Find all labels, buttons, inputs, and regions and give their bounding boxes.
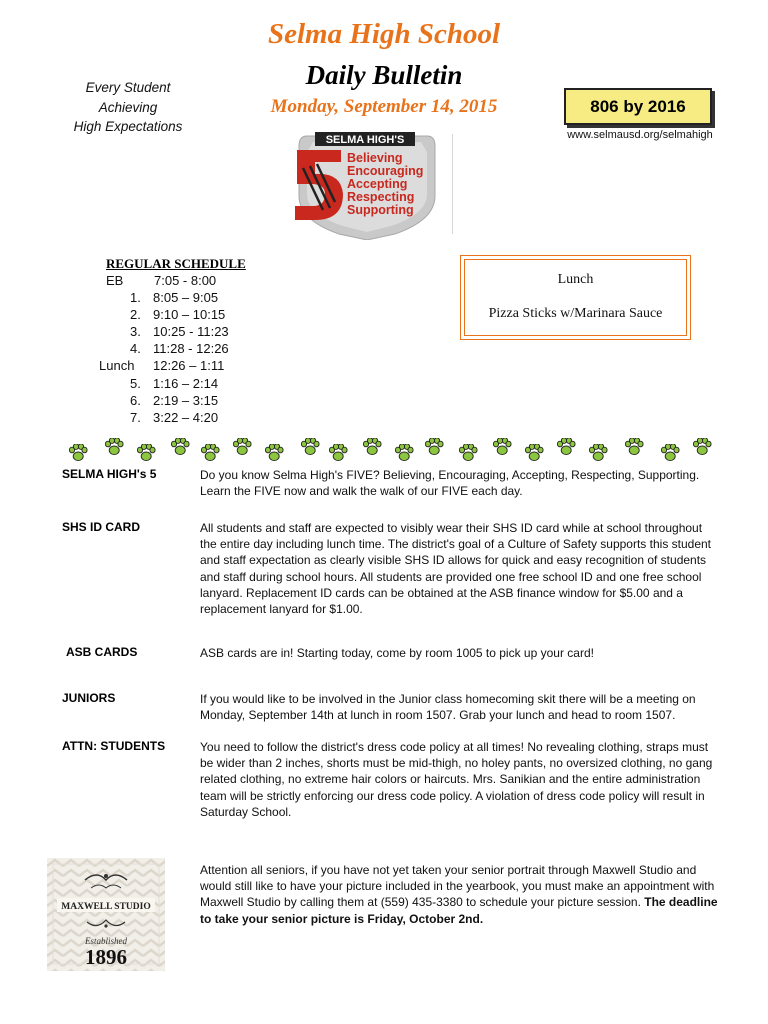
website-link[interactable]: www.selmausd.org/selmahigh [567,129,713,141]
paw-print-icon [424,438,444,456]
schedule-label: 1. [130,290,141,305]
announcement-heading: ATTN: STUDENTS [62,739,166,753]
motto-line: Achieving [98,99,158,115]
paw-print-icon [588,444,608,462]
motto [58,78,198,137]
paw-print-icon [264,444,284,462]
paw-print-icon [300,438,320,456]
motto-line: Every Student [85,80,171,95]
schedule-label: Lunch [99,358,135,373]
announcement-body [200,862,720,927]
paw-print-icon [328,444,348,462]
schedule-time: 8:05 – 9:05 [153,290,219,305]
logo-value-believing: Believing [347,151,403,165]
paw-print-icon [458,444,478,462]
announcement-heading: JUNIORS [62,691,116,705]
paw-print-icon [104,438,124,456]
schedule-time: 12:26 – 1:11 [153,358,225,373]
announcement-body: All students and staff are expected to visibly wear their SHS ID card while at school throughout the entire day including lunch time. The district's goal of a Culture of Safety supports this student and staff expectation as clearly visible SHS ID allows for quick and easy recognition of students and staff during school hours. All students are provided one free school ID and one free school lanyard. Replacement ID cards can be obtained at the ASB finance window for $5.00 and a replacement lanyard for $1.00. [200,521,712,617]
paw-print-icon [692,438,712,456]
lunch-title: Lunch [557,272,594,287]
announcement-heading: SHS ID CARD [62,520,141,534]
lunch-menu-frame [464,259,687,336]
paw-print-icon [68,444,88,462]
lunch-item: Pizza Sticks w/Marinara Sauce [488,306,663,321]
studio-name: MAXWELL STUDIO [61,902,151,912]
announcement-heading: ASB CARDS [66,645,138,659]
paw-print-icon [660,444,680,462]
studio-established: Established [85,936,127,946]
goal-text: 806 by 2016 [590,96,686,116]
paw-print-icon [556,438,576,456]
schedule-label: 2. [130,307,141,322]
announcement-body: ASB cards are in! Starting today, come by room 1005 to pick up your card! [200,646,594,660]
paw-print-icon [624,438,644,456]
schedule-label: 7. [130,410,141,425]
logo-banner: SELMA HIGH'S [325,134,405,146]
announcement-body: If you would like to be involved in the Junior class homecoming skit there will be a meeting on Monday, September 14th at lunch in room 1507. Grab your lunch and head to room 1507. [200,692,696,723]
paw-print-divider [60,438,720,470]
paw-print-icon [394,444,414,462]
schedule-time: 2:19 – 3:15 [153,393,219,408]
logo-divider [452,134,453,234]
schedule-time: 10:25 - 11:23 [153,324,229,339]
goal-badge [564,88,712,125]
schedule-time: 7:05 - 8:00 [154,273,217,288]
selma-highs-five-logo [285,128,450,240]
logo-value-accepting: Accepting [347,177,408,191]
schedule-title: REGULAR SCHEDULE [106,256,246,271]
bulletin-date: Monday, September 14, 2015 [270,96,498,117]
schedule-label: 6. [130,393,141,408]
paw-print-icon [200,444,220,462]
paw-print-icon [492,438,512,456]
announcement-body: You need to follow the district's dress code policy at all times! No revealing clothing, straps must be wider than 2 inches, shorts must be mid-thigh, no holey pants, no oversized clothing, no gang related clothing, no extreme hair colors or haircuts. Mrs. Sanikian and the entire administration team will be strictly enforcing our dress code policy. A violation of dress code policy will result in Saturday School. [200,740,713,819]
announcement-emphasis: The deadline to take your senior picture is Friday, October 2nd. [200,895,718,926]
announcement-heading: SELMA HIGH's 5 [62,467,157,481]
announcement-text: Attention all seniors, if you have not yet taken your senior portrait through Maxwell Studio and would still like to have your picture included in the yearbook, you must make an appointment with Maxwell Studio by calling them at (559) 435-3380 to schedule your picture session. [200,863,715,910]
studio-logo-icon [47,858,165,971]
paw-print-icon [170,438,190,456]
schedule-label: 5. [130,376,141,391]
bulletin-title: Daily Bulletin [305,60,463,90]
lunch-menu-box [460,255,691,340]
maxwell-studio-logo [47,858,165,971]
schedule-time: 9:10 – 10:15 [153,307,226,322]
paw-print-icon [362,438,382,456]
school-name: Selma High School [267,18,501,50]
logo-value-respecting: Respecting [347,190,415,204]
schedule-time: 3:22 – 4:20 [153,410,219,425]
schedule-label: EB [106,273,124,288]
logo-value-encouraging: Encouraging [347,164,424,178]
paw-print-icon [524,444,544,462]
logo-value-supporting: Supporting [347,203,414,217]
bear-paw-logo-icon [285,128,450,240]
schedule-time: 1:16 – 2:14 [153,376,219,391]
schedule-label: 3. [130,324,141,339]
paw-print-icon [136,444,156,462]
paw-print-icon [232,438,252,456]
motto-line: High Expectations [73,119,183,134]
announcement-body: Do you know Selma High's FIVE? Believing, Encouraging, Accepting, Respecting, Supporting. Learn the FIVE now and walk the walk of our FIVE each day. [200,468,700,499]
studio-year: 1896 [85,945,127,969]
schedule-label: 4. [130,341,141,356]
schedule-time: 11:28 - 12:26 [153,341,229,356]
